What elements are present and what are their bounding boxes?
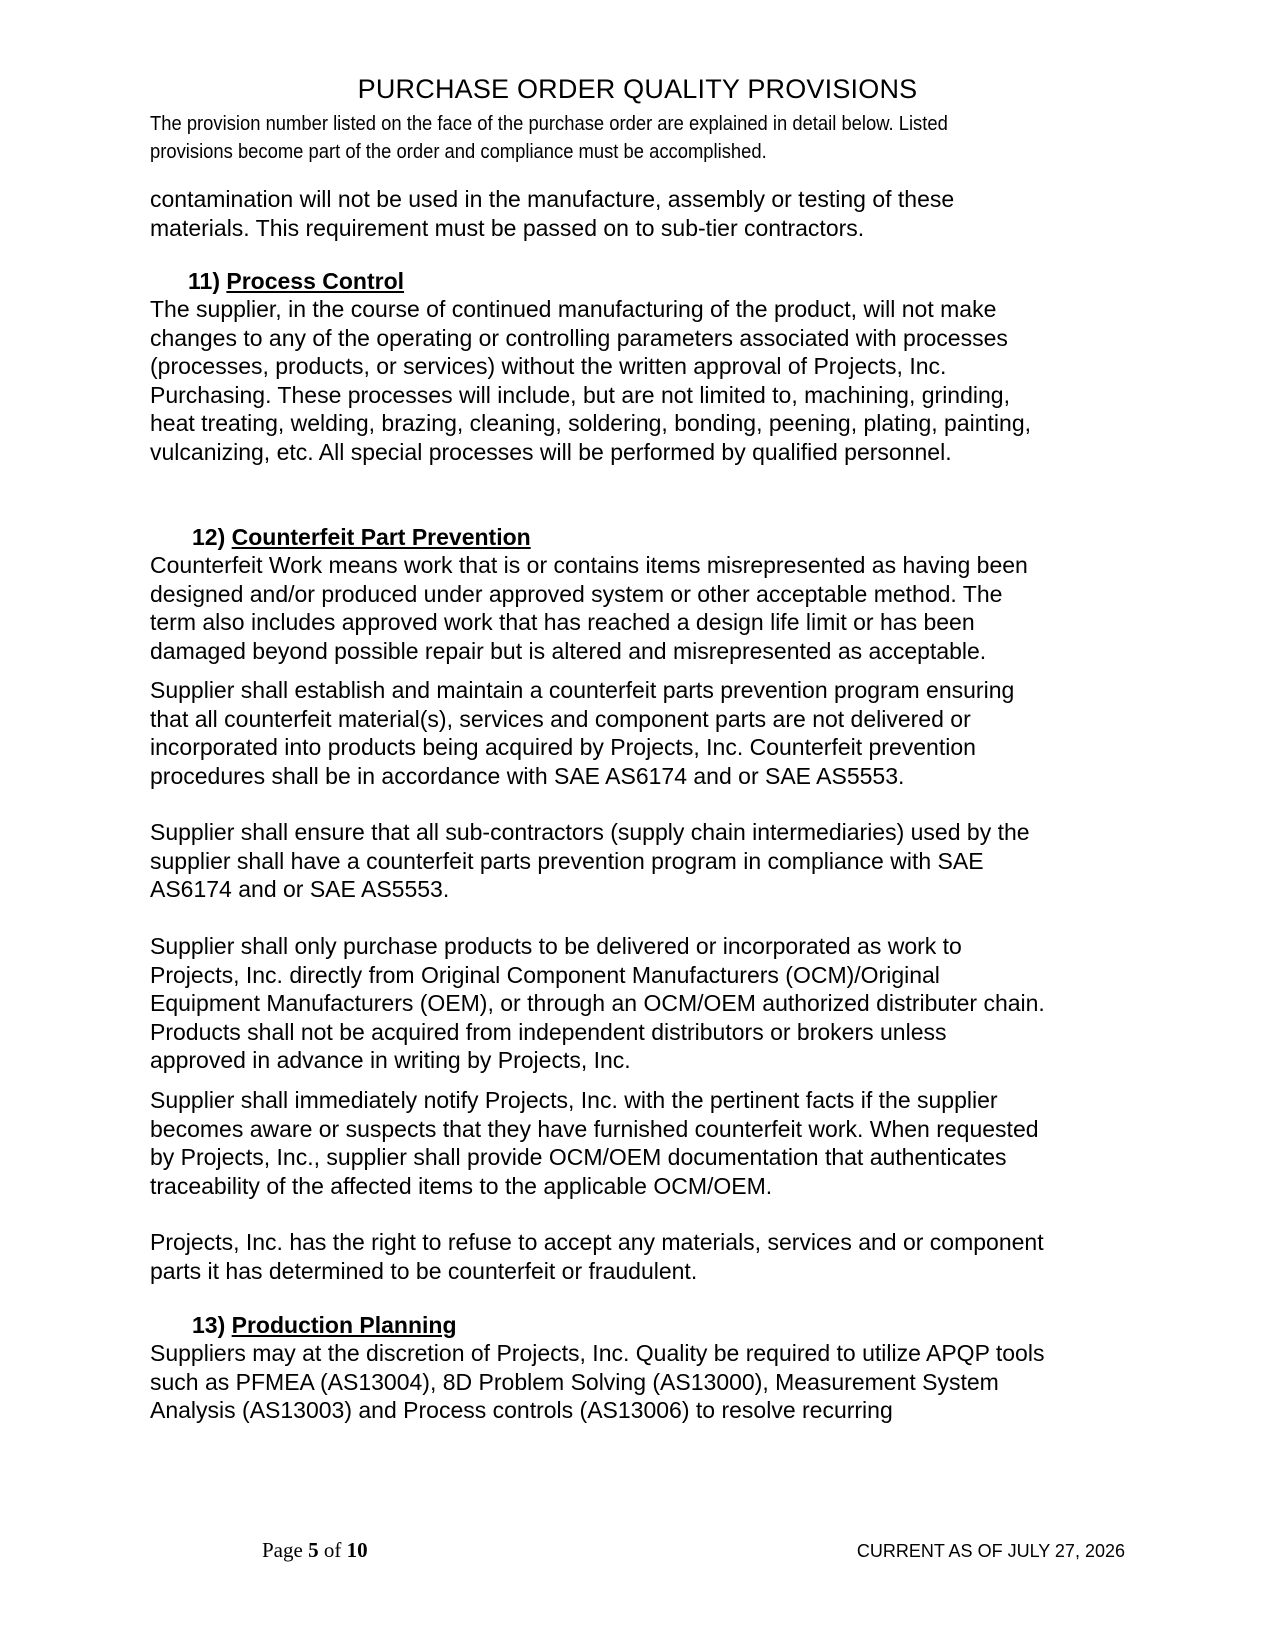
current-as-of-date: CURRENT AS OF JULY 27, 2026 [856, 1541, 1125, 1561]
intro-text [150, 110, 1015, 166]
page-number [262, 1538, 368, 1563]
text-line: Equipment Manufacturers (OEM), or through an OCM/OEM authorized distributer chain. [150, 990, 1045, 1017]
text-line: Projects, Inc. has the right to refuse to accept any materials, services and or component [150, 1229, 1044, 1255]
page-total: 10 [346, 1538, 368, 1562]
text-line: The supplier, in the course of continued manufacturing of the product, will not make [150, 296, 997, 322]
text-line: Supplier shall establish and maintain a counterfeit parts prevention program ensuring [150, 677, 1015, 703]
production-planning-paragraph [150, 1339, 1150, 1425]
text-line: incorporated into products being acquired by Projects, Inc. Counterfeit prevention [150, 734, 976, 761]
text-line: Supplier shall only purchase products to be delivered or incorporated as work to [150, 933, 962, 959]
refusal-paragraph [150, 1228, 1150, 1285]
section-heading-counterfeit-part-prevention [192, 524, 531, 551]
text-line: traceability of the affected items to the applicable OCM/OEM. [150, 1172, 773, 1199]
section-heading-process-control [188, 268, 404, 295]
purchase-source-paragraph [150, 932, 1150, 1075]
text-line: AS6174 and or SAE AS5553. [150, 876, 450, 903]
counterfeit-program-paragraph [150, 676, 1150, 790]
text-line: Products shall not be acquired from independent distributors or brokers unless [150, 1018, 947, 1045]
text-line: vulcanizing, etc. All special processes will be performed by qualified personnel. [150, 438, 952, 465]
text-line: that all counterfeit material(s), services and component parts are not delivered or [150, 705, 971, 732]
text-line: such as PFMEA (AS13004), 8D Problem Solving (AS13000), Measurement System [150, 1368, 999, 1395]
page-of: of [323, 1538, 342, 1562]
section-number: 11) [188, 268, 220, 294]
section-number: 13) [192, 1312, 226, 1338]
text-line: approved in advance in writing by Projects, Inc. [150, 1047, 631, 1074]
text-line: damaged beyond possible repair but is altered and misrepresented as acceptable. [150, 637, 987, 664]
text-line: supplier shall have a counterfeit parts prevention program in compliance with SAE [150, 847, 984, 874]
text-line: heat treating, welding, brazing, cleaning, soldering, bonding, peening, plating, painting, [150, 410, 1032, 437]
text-line: contamination will not be used in the manufacture, assembly or testing of these [150, 186, 955, 212]
text-line: by Projects, Inc., supplier shall provide OCM/OEM documentation that authenticates [150, 1144, 1007, 1171]
text-line: Purchasing. These processes will include, but are not limited to, machining, grinding, [150, 381, 1010, 408]
section-number: 12) [192, 524, 226, 550]
text-line: Suppliers may at the discretion of Projects, Inc. Quality be required to utilize APQP tools [150, 1340, 1045, 1366]
page-title: PURCHASE ORDER QUALITY PROVISIONS [357, 74, 918, 104]
section-title: Process Control [226, 268, 405, 294]
page-current: 5 [308, 1538, 319, 1562]
section-title: Production Planning [231, 1312, 457, 1338]
text-line: Projects, Inc. directly from Original Component Manufacturers (OCM)/Original [150, 961, 940, 988]
continuation-paragraph [150, 185, 1150, 242]
section-heading-production-planning [192, 1312, 457, 1339]
text-line: Analysis (AS13003) and Process controls (AS13006) to resolve recurring [150, 1397, 893, 1424]
subcontractor-paragraph [150, 818, 1150, 904]
text-line: Counterfeit Work means work that is or contains items misrepresented as having been [150, 552, 1028, 578]
notification-paragraph [150, 1086, 1150, 1200]
text-line: Supplier shall immediately notify Projects, Inc. with the pertinent facts if the supplier [150, 1087, 998, 1113]
process-control-paragraph [150, 295, 1150, 467]
counterfeit-definition-paragraph [150, 551, 1150, 665]
intro-line: provisions become part of the order and compliance must be accomplished. [150, 141, 767, 163]
page-word: Page [262, 1538, 303, 1562]
text-line: materials. This requirement must be passed on to sub-tier contractors. [150, 214, 865, 241]
text-line: (processes, products, or services) without the written approval of Projects, Inc. [150, 353, 947, 380]
text-line: designed and/or produced under approved system or other acceptable method. The [150, 580, 1003, 607]
text-line: changes to any of the operating or controlling parameters associated with processes [150, 324, 1008, 351]
intro-line: The provision number listed on the face of the purchase order are explained in detail below. Listed [150, 113, 948, 135]
text-line: procedures shall be in accordance with SAE AS6174 and or SAE AS5553. [150, 762, 905, 789]
text-line: term also includes approved work that has reached a design life limit or has been [150, 609, 975, 636]
section-title: Counterfeit Part Prevention [231, 524, 531, 550]
text-line: parts it has determined to be counterfeit or fraudulent. [150, 1257, 698, 1284]
text-line: becomes aware or suspects that they have furnished counterfeit work. When requested [150, 1115, 1039, 1142]
text-line: Supplier shall ensure that all sub-contractors (supply chain intermediaries) used by the [150, 819, 1030, 845]
